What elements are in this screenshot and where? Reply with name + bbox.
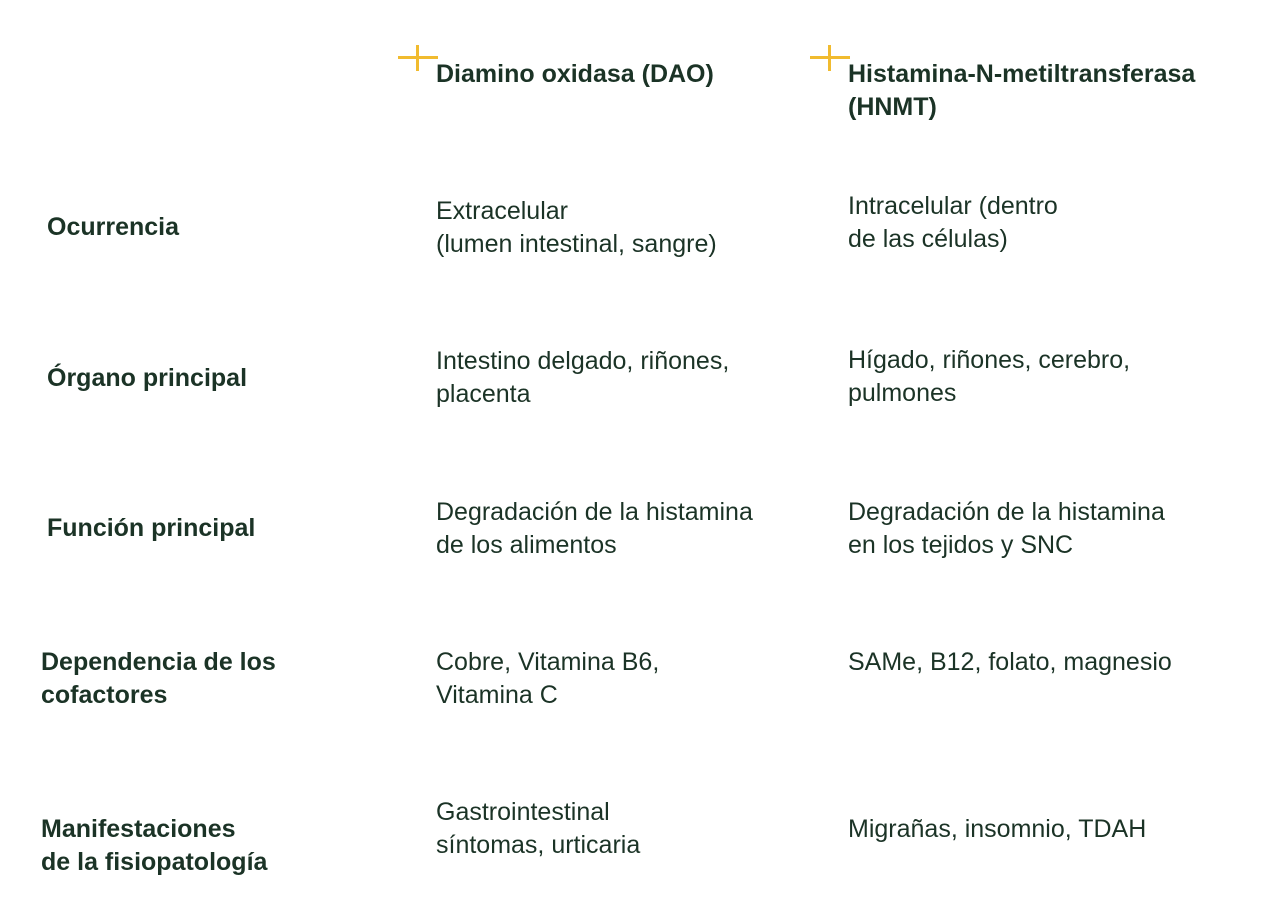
- cell-dao-ocurrencia: Extracelular (lumen intestinal, sangre): [436, 197, 717, 258]
- column-header-dao: Diamino oxidasa (DAO): [436, 60, 714, 88]
- row-label-cofactores: Dependencia de los cofactores: [41, 648, 276, 709]
- row-label-funcion: Función principal: [47, 514, 256, 542]
- cell-dao-cofactores: Cobre, Vitamina B6, Vitamina C: [436, 648, 660, 709]
- cell-dao-organo: Intestino delgado, riñones, placenta: [436, 347, 730, 408]
- cell-hnmt-manifestaciones: Migrañas, insomnio, TDAH: [848, 815, 1147, 843]
- plus-icon: [398, 45, 438, 71]
- cell-dao-manifestaciones: Gastrointestinal síntomas, urticaria: [436, 798, 641, 859]
- row-label-ocurrencia: Ocurrencia: [47, 213, 180, 241]
- column-header-hnmt: Histamina-N-metiltransferasa (HNMT): [848, 60, 1196, 121]
- cell-hnmt-funcion: Degradación de la histamina en los tejidos y SNC: [848, 498, 1165, 559]
- cell-dao-funcion: Degradación de la histamina de los alimentos: [436, 498, 753, 559]
- row-label-manifestaciones: Manifestaciones de la fisiopatología: [41, 815, 268, 876]
- row-label-organo: Órgano principal: [47, 364, 248, 392]
- cell-hnmt-cofactores: SAMe, B12, folato, magnesio: [848, 648, 1172, 676]
- cell-hnmt-organo: Hígado, riñones, cerebro, pulmones: [848, 346, 1131, 407]
- cell-hnmt-ocurrencia: Intracelular (dentro de las células): [848, 192, 1058, 253]
- plus-icon: [810, 45, 850, 71]
